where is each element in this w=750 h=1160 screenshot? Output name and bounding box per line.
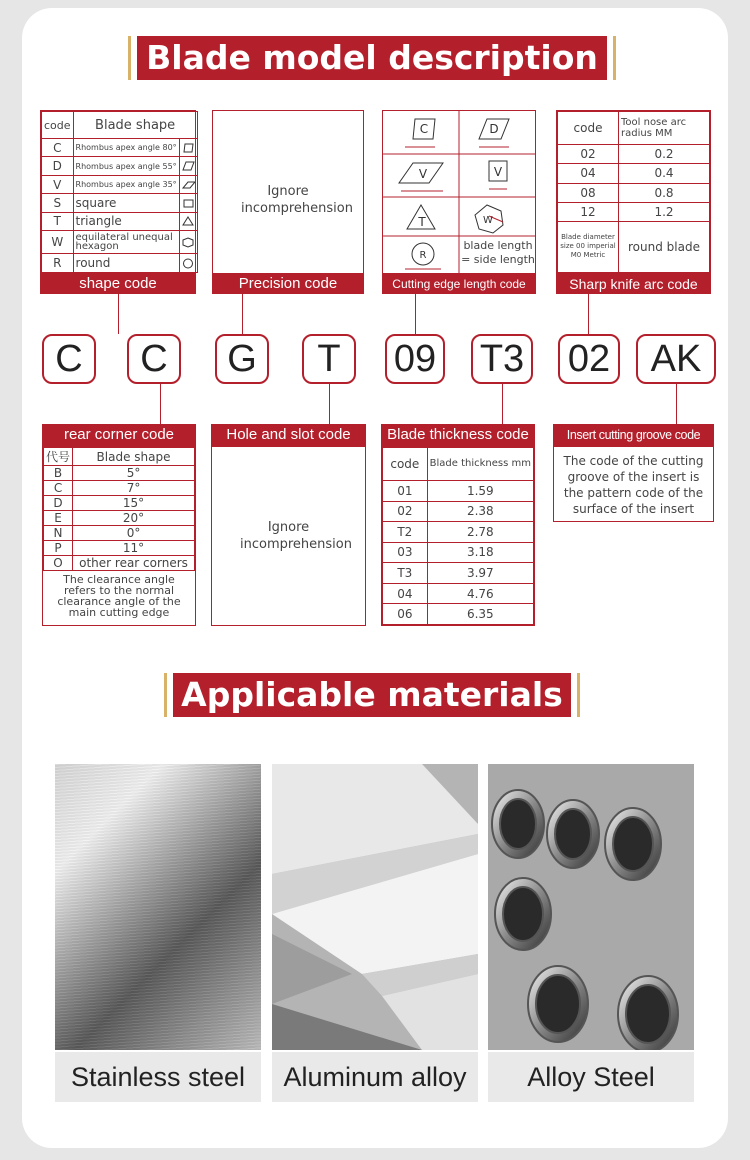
material-caption-alloy: Alloy Steel <box>488 1052 694 1102</box>
shape-code-cell: R <box>42 254 74 273</box>
table-row <box>558 164 710 183</box>
shape-icon-cell <box>179 139 197 157</box>
rear-code-cell: C <box>44 481 73 496</box>
rear-code-cell: N <box>44 526 73 541</box>
rear-corner-table <box>42 446 196 626</box>
aluminum-alloy-image <box>272 764 478 1050</box>
rear-angle-cell: other rear corners <box>73 556 195 571</box>
table-row <box>558 183 710 202</box>
thick-mm-cell: 2.38 <box>427 501 533 522</box>
edge-letter: C <box>419 122 429 136</box>
thick-code-cell: 03 <box>383 542 428 563</box>
shape-code-cell: C <box>42 139 74 157</box>
arc-col-code: code <box>558 112 619 145</box>
thick-code-cell: 04 <box>383 583 428 604</box>
shape-code-cell: T <box>42 212 74 230</box>
edge-letter: W <box>483 215 493 226</box>
thick-mm-cell: 1.59 <box>427 480 533 501</box>
rhombus-80-icon <box>182 143 195 154</box>
table-row <box>383 542 534 563</box>
rear-corner-label: rear corner code <box>42 424 196 446</box>
connector <box>415 294 416 334</box>
rhombus-55-icon <box>182 161 195 172</box>
cutting-edge-grid <box>382 110 536 274</box>
arc-code-table <box>556 110 711 274</box>
table-row <box>42 212 198 230</box>
shape-name-cell: equilateral unequal hexagon <box>73 231 179 254</box>
shape-name-cell: Rhombus apex angle 80° <box>73 139 179 157</box>
connector <box>160 384 161 424</box>
alloy-steel-image <box>488 764 694 1050</box>
code-pill-groove: AK <box>636 334 716 384</box>
table-row <box>42 231 198 254</box>
code-pill-thickness: T3 <box>471 334 533 384</box>
stainless-steel-image <box>55 764 261 1050</box>
connector <box>588 294 589 334</box>
hole-slot-text: Ignore incomprehension <box>240 520 352 552</box>
table-row <box>42 175 198 193</box>
rear-angle-cell: 7° <box>73 481 195 496</box>
shape-icon-cell <box>179 212 197 230</box>
code-pill-shape: C <box>42 334 96 384</box>
thick-code-cell: 06 <box>383 604 428 625</box>
arc-code-cell: 04 <box>558 164 619 183</box>
arc-diameter-cell: Blade diameter size 00 imperial M0 Metric <box>558 221 619 272</box>
arc-code-cell: 08 <box>558 183 619 202</box>
shape-icon-cell <box>179 194 197 212</box>
rhombus-35-icon <box>182 180 195 191</box>
edge-letter: R <box>419 250 427 261</box>
arc-code-cell: 12 <box>558 202 619 221</box>
table-row <box>558 145 710 164</box>
triangle-icon <box>182 216 195 227</box>
edge-letter: D <box>489 122 499 136</box>
table-row <box>44 496 195 511</box>
shape-name-cell: triangle <box>73 212 179 230</box>
shape-code-table <box>40 110 196 274</box>
col-header-shape: Blade shape <box>73 112 197 139</box>
hexagon-icon <box>182 237 195 248</box>
thick-mm-cell: 3.18 <box>427 542 533 563</box>
table-row <box>44 556 195 571</box>
code-pill-edge-length: 09 <box>385 334 445 384</box>
rear-code-cell: B <box>44 466 73 481</box>
shape-icon-cell <box>179 175 197 193</box>
shape-icon-cell <box>179 157 197 175</box>
connector <box>676 384 677 424</box>
code-pill-precision: G <box>215 334 269 384</box>
edge-letter: V <box>418 167 428 181</box>
thick-col-mm: Blade thickness mm <box>427 448 533 481</box>
thick-mm-cell: 4.76 <box>427 583 533 604</box>
arc-code-cell: 02 <box>558 145 619 164</box>
code-pill-hole: T <box>302 334 356 384</box>
arc-radius-cell: 0.8 <box>619 183 710 202</box>
section-title-blade-model: Blade model description <box>137 36 607 80</box>
shape-name-cell: Rhombus apex angle 35° <box>73 175 179 193</box>
table-row <box>383 480 534 501</box>
table-row <box>383 563 534 584</box>
table-row <box>44 541 195 556</box>
table-row <box>42 254 198 273</box>
shape-icon-cell <box>179 254 197 273</box>
thick-col-code: code <box>383 448 428 481</box>
material-caption-stainless: Stainless steel <box>55 1052 261 1102</box>
hole-slot-label: Hole and slot code <box>211 424 366 446</box>
table-row <box>42 139 198 157</box>
table-row <box>383 522 534 543</box>
thick-mm-cell: 3.97 <box>427 563 533 584</box>
edge-letter: T <box>418 215 426 229</box>
shape-code-label: shape code <box>40 274 196 294</box>
precision-code-box <box>212 110 364 274</box>
groove-text: The code of the cutting groove of the insert is the pattern code of the surface of the insert <box>563 454 704 516</box>
thick-mm-cell: 6.35 <box>427 604 533 625</box>
table-row <box>44 511 195 526</box>
rear-col-code: 代号 <box>44 448 73 466</box>
groove-box <box>553 446 714 522</box>
thick-code-cell: T3 <box>383 563 428 584</box>
shape-code-cell: W <box>42 231 74 254</box>
code-pill-arc: 02 <box>558 334 620 384</box>
arc-round-cell: round blade <box>619 221 710 272</box>
shape-name-cell: round <box>73 254 179 273</box>
connector <box>118 294 119 334</box>
table-row <box>42 194 198 212</box>
connector <box>329 384 330 424</box>
shape-code-cell: S <box>42 194 74 212</box>
square-icon <box>182 198 195 209</box>
thickness-label: Blade thickness code <box>381 424 535 446</box>
arc-radius-cell: 0.4 <box>619 164 710 183</box>
table-row <box>42 157 198 175</box>
thick-mm-cell: 2.78 <box>427 522 533 543</box>
thickness-table <box>381 446 535 626</box>
rear-angle-cell: 11° <box>73 541 195 556</box>
table-row <box>44 466 195 481</box>
edge-letter: V <box>493 165 503 179</box>
material-caption-aluminum: Aluminum alloy <box>272 1052 478 1102</box>
rear-angle-cell: 5° <box>73 466 195 481</box>
precision-code-label: Precision code <box>212 274 364 294</box>
table-row <box>44 526 195 541</box>
table-row <box>383 604 534 625</box>
table-row <box>383 583 534 604</box>
shape-icon-cell <box>179 231 197 254</box>
circle-icon <box>182 258 195 269</box>
rear-code-cell: D <box>44 496 73 511</box>
table-row <box>558 202 710 221</box>
precision-text: Ignore incomprehension <box>241 184 353 216</box>
shape-code-cell: D <box>42 157 74 175</box>
arc-radius-cell: 1.2 <box>619 202 710 221</box>
arc-col-radius: Tool nose arc radius MM <box>619 112 710 145</box>
arc-radius-cell: 0.2 <box>619 145 710 164</box>
rear-code-cell: O <box>44 556 73 571</box>
rear-code-cell: P <box>44 541 73 556</box>
hole-slot-box <box>211 446 366 626</box>
thick-code-cell: T2 <box>383 522 428 543</box>
rear-angle-cell: 0° <box>73 526 195 541</box>
arc-code-label: Sharp knife arc code <box>556 274 711 294</box>
connector <box>242 294 243 334</box>
thick-code-cell: 01 <box>383 480 428 501</box>
thick-code-cell: 02 <box>383 501 428 522</box>
rear-col-shape: Blade shape <box>73 448 195 466</box>
cutting-edge-note: blade length = side length <box>461 239 535 266</box>
shape-code-cell: V <box>42 175 74 193</box>
rear-code-cell: E <box>44 511 73 526</box>
rear-angle-cell: 15° <box>73 496 195 511</box>
connector <box>502 384 503 424</box>
code-pill-rear: C <box>127 334 181 384</box>
table-row <box>558 221 710 272</box>
table-row <box>383 501 534 522</box>
section-title-materials: Applicable materials <box>173 673 571 717</box>
col-header-code: code <box>42 112 74 139</box>
rear-angle-cell: 20° <box>73 511 195 526</box>
shape-name-cell: square <box>73 194 179 212</box>
shape-name-cell: Rhombus apex angle 55° <box>73 157 179 175</box>
table-row <box>44 481 195 496</box>
cutting-edge-label: Cutting edge length code <box>382 274 536 294</box>
groove-label: Insert cutting groove code <box>553 424 714 446</box>
rear-corner-note: The clearance angle refers to the normal clearance angle of the main cutting edge <box>57 573 181 619</box>
